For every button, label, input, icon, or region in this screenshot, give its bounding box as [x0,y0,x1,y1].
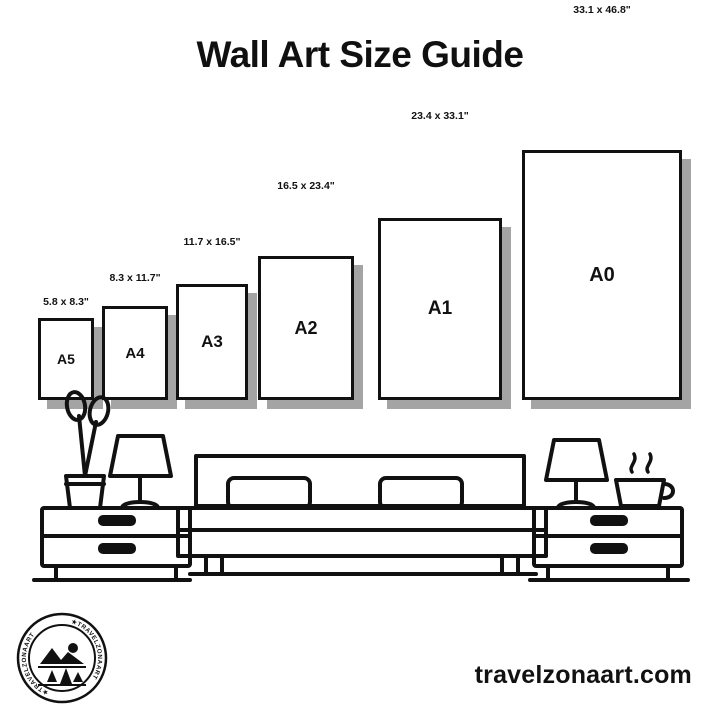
right-table-lamp [546,440,607,508]
mountain-icon [38,643,86,667]
brand-logo [16,612,108,704]
logo-text-top: ★TRAVELZONAART [70,618,104,681]
bed [178,456,546,574]
bedroom-illustration [0,378,720,603]
website-url: travelzonaart.com [474,661,692,689]
frame-dimension-label-a0: 33.1 x 46.8" [573,4,631,16]
frame-dimension-label-a1: 23.4 x 33.1" [411,110,469,122]
coffee-cup [616,454,673,506]
page-title: Wall Art Size Guide [196,34,524,75]
flower-vase [65,391,111,508]
frame-a1 [378,218,502,400]
right-nightstand [534,508,682,578]
frame-a0 [522,150,682,400]
left-nightstand [42,508,190,578]
frame-dimension-label-a3: 11.7 x 16.5" [183,236,241,248]
tree-icon [47,668,83,684]
frame-item-a0 [522,4,682,400]
frame-label-a3: A3 [201,332,223,351]
left-table-lamp [110,436,171,508]
frame-dimension-label-a4: 8.3 x 11.7" [109,272,161,284]
frame-label-a0: A0 [589,263,615,286]
frame-label-a2: A2 [294,317,318,338]
logo-text-bottom: ★TRAVELZONAART [20,631,50,697]
frame-item-a1 [378,110,502,400]
frame-dimension-label-a5: 5.8 x 8.3" [43,296,89,308]
frame-label-a1: A1 [427,298,453,319]
frame-dimension-label-a2: 16.5 x 23.4" [277,180,335,192]
frame-label-a4: A4 [125,344,145,362]
frame-label-a5: A5 [57,351,75,367]
